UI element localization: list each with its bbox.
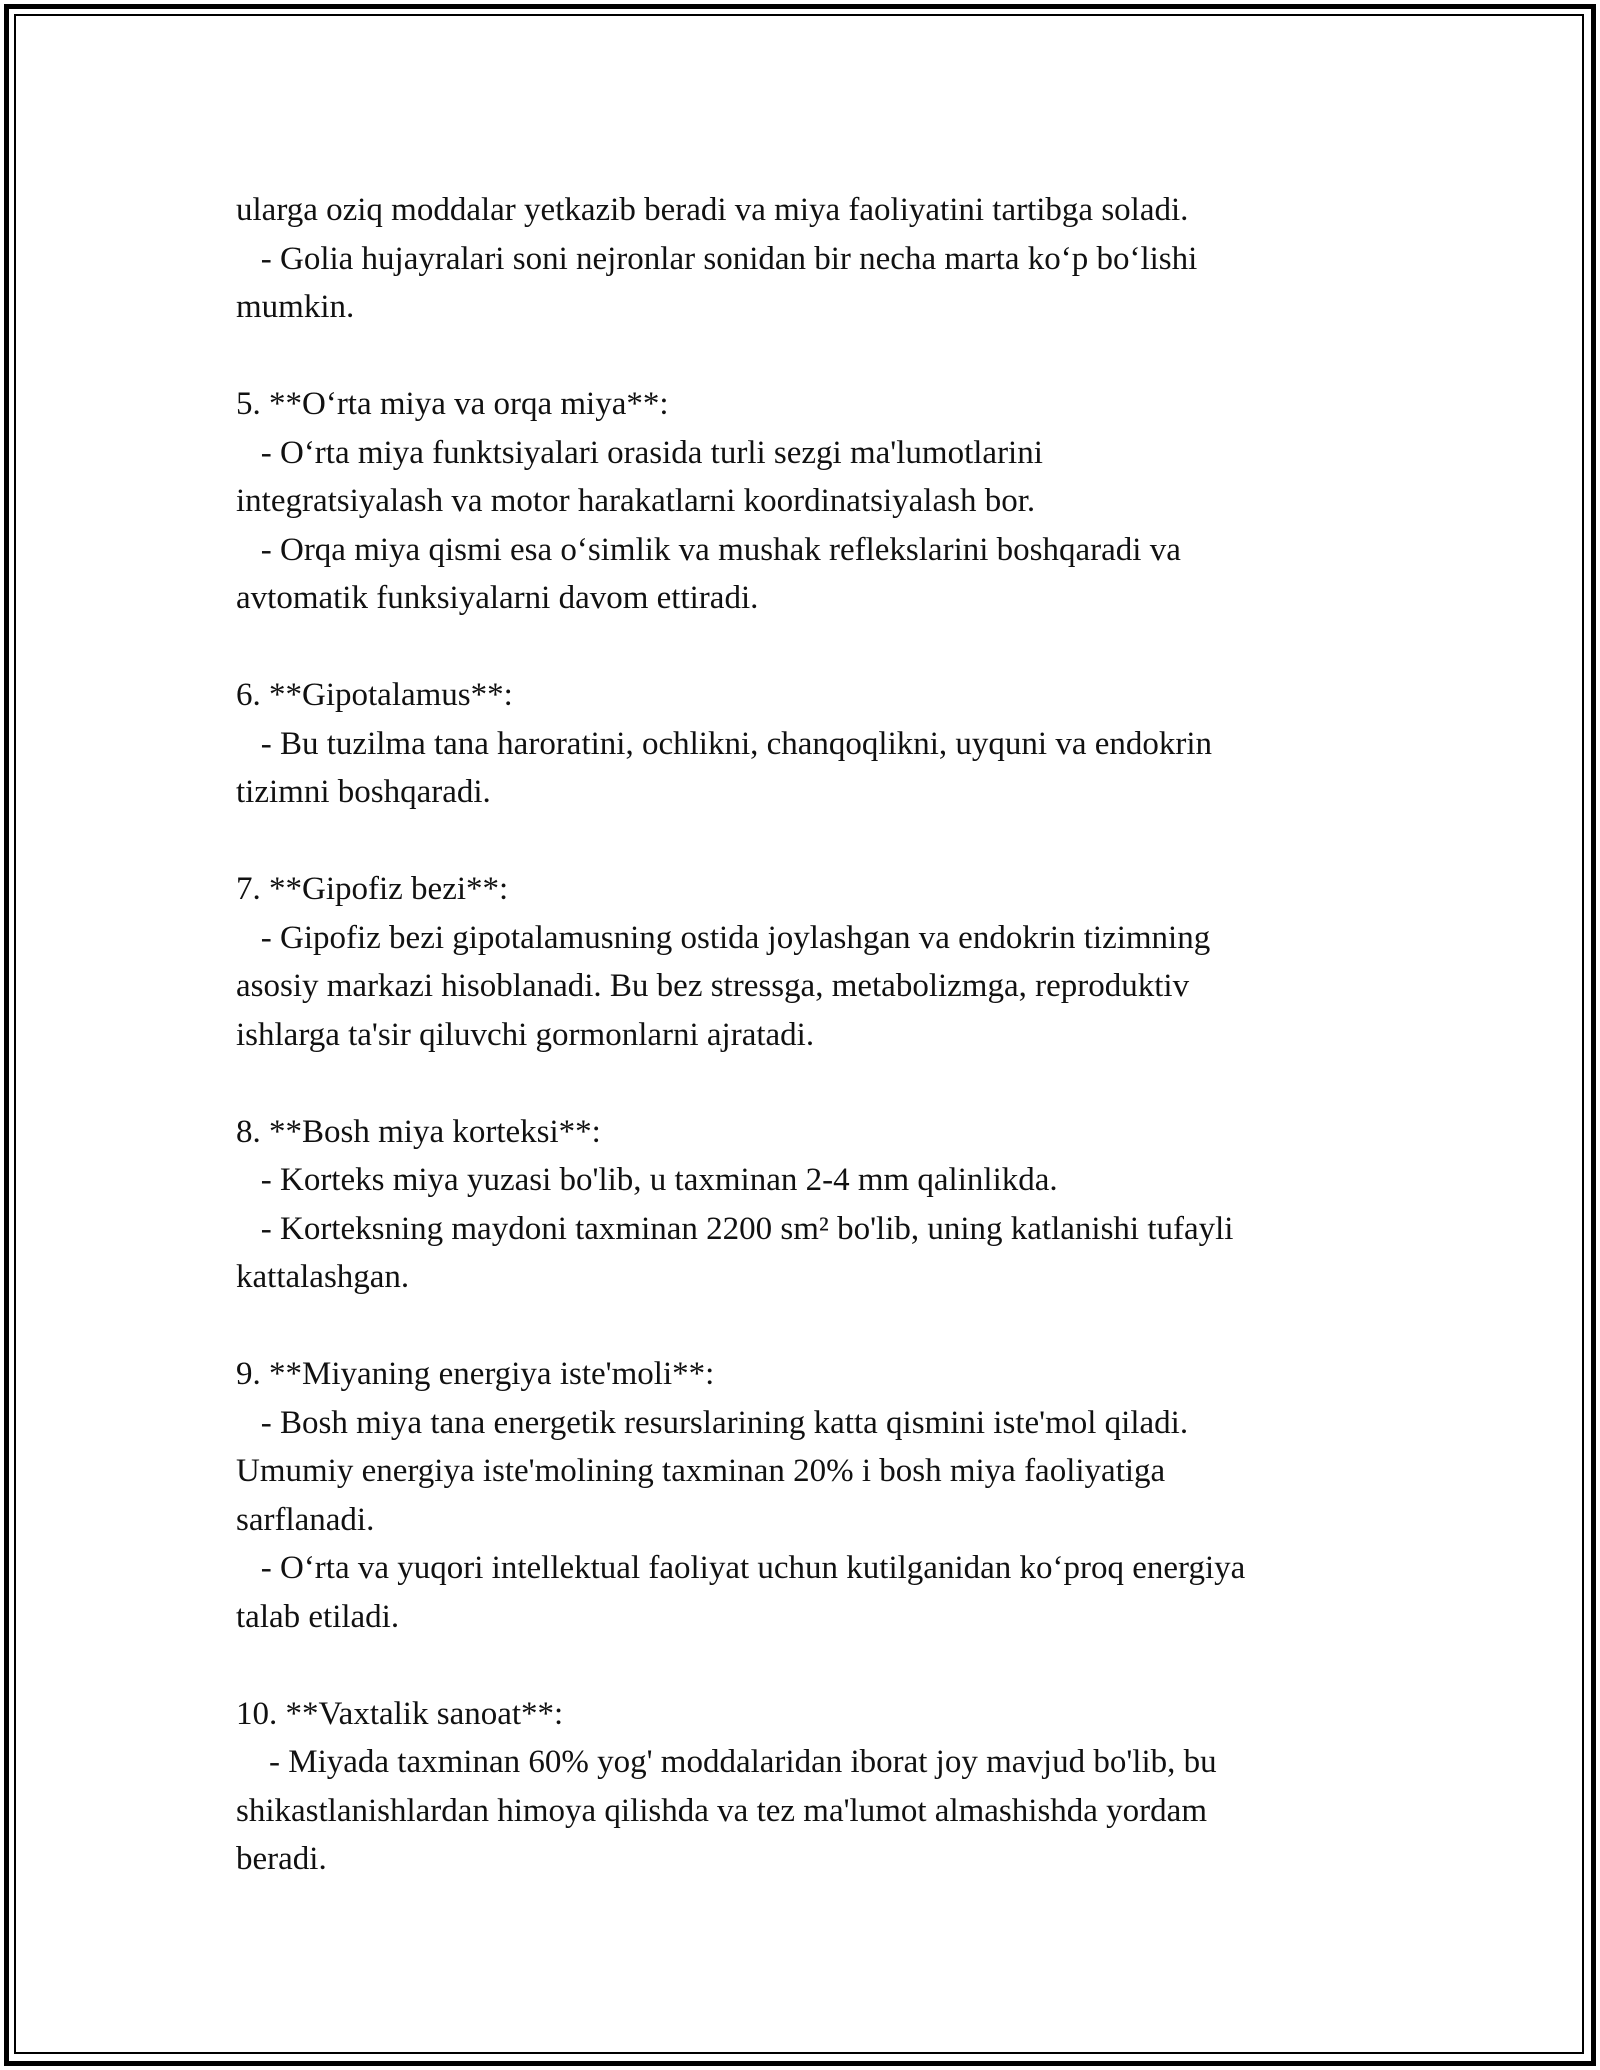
text-line: beradi. (236, 1841, 327, 1877)
text-line: - Bu tuzilma tana haroratini, ochlikni, chanqoqlikni, uyquni va endokrin (236, 725, 1213, 762)
text-line: shikastlanishlardan himoya qilishda va tez ma'lumot almashishda yordam (236, 1792, 1207, 1829)
blank-line (236, 817, 1396, 866)
text-line: mumkin. (236, 289, 355, 325)
text-line: ishlarga ta'sir qiluvchi gormonlarni ajratadi. (236, 1016, 815, 1053)
text-line: - Miyada taxminan 60% yog' moddalaridan iborat joy mavjud bo'lib, bu (236, 1744, 1217, 1780)
blank-line (236, 332, 1396, 381)
text-line: - Korteks miya yuzasi bo'lib, u taxminan 2-4 mm qalinlikda. (236, 1162, 1058, 1198)
section-heading: 5. **O‘rta miya va orqa miya**: (236, 386, 669, 422)
blank-line (236, 623, 1396, 672)
blank-line (236, 1641, 1396, 1690)
text-line: - Gipofiz bezi gipotalamusning ostida joylashgan va endokrin tizimning (236, 919, 1211, 956)
section-heading: 9. **Miyaning energiya iste'moli**: (236, 1356, 715, 1392)
text-line: sarflanadi. (236, 1501, 375, 1538)
text-line: kattalashgan. (236, 1259, 410, 1295)
document-body (236, 186, 1396, 1884)
text-line: - O‘rta miya funktsiyalari orasida turli sezgi ma'lumotlarini (236, 434, 1043, 471)
section-heading: 7. **Gipofiz bezi**: (236, 871, 509, 907)
text-line: - Korteksning maydoni taxminan 2200 sm² bo'lib, uning katlanishi tufayli (236, 1210, 1234, 1247)
text-line: ularga oziq moddalar yetkazib beradi va miya faoliyatini tartibga soladi. (236, 192, 1189, 228)
blank-line (236, 1059, 1396, 1108)
text-line: - Golia hujayralari soni nejronlar sonidan bir necha marta ko‘p bo‘lishi (236, 240, 1198, 277)
section-heading: 10. **Vaxtalik sanoat**: (236, 1695, 564, 1732)
text-line: tizimni boshqaradi. (236, 774, 491, 810)
text-line: - Bosh miya tana energetik resurslarining katta qismini iste'mol qiladi. (236, 1404, 1189, 1441)
section-heading: 6. **Gipotalamus**: (236, 677, 513, 713)
text-line: talab etiladi. (236, 1598, 400, 1635)
section-heading: 8. **Bosh miya korteksi**: (236, 1113, 601, 1150)
text-line: - O‘rta va yuqori intellektual faoliyat uchun kutilganidan ko‘proq energiya (236, 1550, 1246, 1586)
text-line: - Orqa miya qismi esa o‘simlik va mushak reflekslarini boshqaradi va (236, 531, 1181, 568)
text-line: Umumiy energiya iste'molining taxminan 20% i bosh miya faoliyatiga (236, 1453, 1166, 1489)
text-line: integratsiyalash va motor harakatlarni koordinatsiyalash bor. (236, 483, 1036, 519)
text-line: asosiy markazi hisoblanadi. Bu bez stressga, metabolizmga, reproduktiv (236, 968, 1190, 1004)
text-line: avtomatik funksiyalarni davom ettiradi. (236, 580, 759, 616)
blank-line (236, 1302, 1396, 1351)
